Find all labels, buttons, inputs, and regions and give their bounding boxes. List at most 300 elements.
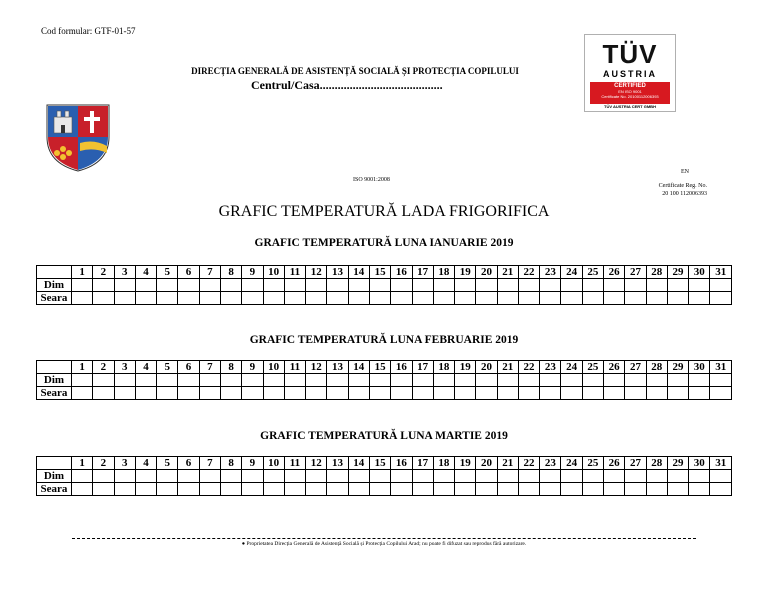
day-header-cell: 23 [540, 457, 561, 470]
temperature-cell[interactable] [93, 483, 114, 496]
day-header-cell: 18 [433, 457, 454, 470]
temperature-grid-march [36, 456, 732, 496]
temperature-cell[interactable] [604, 483, 625, 496]
temperature-cell[interactable] [391, 387, 412, 400]
day-header-cell: 25 [582, 266, 603, 279]
day-header-cell: 17 [412, 361, 433, 374]
temperature-cell[interactable] [72, 292, 93, 305]
footer-note: ● Proprietatea Direcția Generală de Asistență Socială și Protecția Copilului Arad; nu poate fi difuzat sau reprodus fără autorizare. [241, 541, 527, 547]
temperature-cell[interactable] [263, 374, 284, 387]
temperature-cell[interactable] [135, 374, 156, 387]
temperature-cell[interactable] [135, 483, 156, 496]
temperature-cell[interactable] [284, 279, 305, 292]
temperature-cell[interactable] [710, 387, 732, 400]
temperature-cell[interactable] [582, 292, 603, 305]
temperature-cell[interactable] [178, 374, 199, 387]
footer-separator [72, 538, 696, 539]
temperature-cell[interactable] [306, 483, 327, 496]
temperature-cell[interactable] [263, 292, 284, 305]
temperature-cell[interactable] [306, 279, 327, 292]
county-crest-logo [44, 101, 112, 173]
temperature-cell[interactable] [135, 470, 156, 483]
day-header-cell: 27 [625, 361, 646, 374]
temperature-cell[interactable] [518, 387, 539, 400]
temperature-cell[interactable] [561, 292, 582, 305]
temperature-cell[interactable] [561, 374, 582, 387]
temperature-cell[interactable] [689, 483, 710, 496]
temperature-cell[interactable] [72, 483, 93, 496]
temperature-cell[interactable] [93, 279, 114, 292]
temperature-cell[interactable] [455, 387, 476, 400]
day-header-cell: 9 [242, 266, 263, 279]
temperature-cell[interactable] [476, 387, 497, 400]
grid-row-dim [37, 374, 732, 387]
temperature-grid-january [36, 265, 732, 305]
day-header-cell: 22 [518, 457, 539, 470]
temperature-cell[interactable] [157, 292, 178, 305]
temperature-cell[interactable] [369, 387, 390, 400]
day-header-cell: 21 [497, 266, 518, 279]
temperature-cell[interactable] [242, 387, 263, 400]
temperature-cell[interactable] [625, 374, 646, 387]
day-header-cell: 19 [455, 457, 476, 470]
temperature-cell[interactable] [369, 279, 390, 292]
temperature-cell[interactable] [433, 374, 454, 387]
temperature-cell[interactable] [135, 279, 156, 292]
month-title-february: GRAFIC TEMPERATURĂ LUNA FEBRUARIE 2019 [249, 334, 519, 346]
temperature-cell[interactable] [327, 483, 348, 496]
day-header-cell: 20 [476, 361, 497, 374]
day-header-cell: 26 [604, 361, 625, 374]
temperature-cell[interactable] [114, 374, 135, 387]
temperature-cell[interactable] [348, 374, 369, 387]
temperature-cell[interactable] [412, 483, 433, 496]
temperature-cell[interactable] [604, 374, 625, 387]
day-header-cell: 23 [540, 361, 561, 374]
day-header-cell: 7 [199, 361, 220, 374]
temperature-cell[interactable] [604, 387, 625, 400]
temperature-cell[interactable] [518, 374, 539, 387]
temperature-cell[interactable] [93, 374, 114, 387]
temperature-cell[interactable] [476, 292, 497, 305]
temperature-cell[interactable] [178, 279, 199, 292]
temperature-cell[interactable] [391, 483, 412, 496]
temperature-cell[interactable] [625, 483, 646, 496]
temperature-cell[interactable] [178, 387, 199, 400]
temperature-cell[interactable] [667, 292, 688, 305]
temperature-cell[interactable] [412, 470, 433, 483]
day-header-cell: 31 [710, 361, 732, 374]
temperature-cell[interactable] [242, 483, 263, 496]
day-header-cell: 29 [667, 266, 688, 279]
main-title: GRAFIC TEMPERATURĂ LADA FRIGORIFICA [218, 203, 550, 220]
month-title-january: GRAFIC TEMPERATURĂ LUNA IANUARIE 2019 [254, 237, 514, 249]
temperature-cell[interactable] [455, 470, 476, 483]
day-header-cell: 28 [646, 361, 667, 374]
day-header-cell: 28 [646, 266, 667, 279]
temperature-cell[interactable] [646, 483, 667, 496]
day-header-cell: 24 [561, 266, 582, 279]
day-header-cell: 14 [348, 361, 369, 374]
temperature-cell[interactable] [348, 292, 369, 305]
temperature-cell[interactable] [561, 279, 582, 292]
temperature-cell[interactable] [710, 374, 732, 387]
temperature-cell[interactable] [433, 387, 454, 400]
temperature-cell[interactable] [306, 387, 327, 400]
temperature-cell[interactable] [93, 292, 114, 305]
day-header-cell: 30 [689, 266, 710, 279]
temperature-cell[interactable] [72, 374, 93, 387]
temperature-cell[interactable] [178, 470, 199, 483]
temperature-cell[interactable] [114, 279, 135, 292]
temperature-cell[interactable] [433, 483, 454, 496]
temperature-cell[interactable] [72, 387, 93, 400]
temperature-cell[interactable] [710, 470, 732, 483]
grid-row-seara [37, 483, 732, 496]
temperature-cell[interactable] [391, 470, 412, 483]
certificate-reg-number: 20 100 112006393 [662, 191, 707, 197]
day-header-cell: 3 [114, 361, 135, 374]
day-header-cell: 4 [135, 361, 156, 374]
day-header-cell: 6 [178, 266, 199, 279]
temperature-cell[interactable] [455, 279, 476, 292]
day-header-cell: 23 [540, 266, 561, 279]
certificate-reg [647, 182, 707, 198]
day-header-cell: 20 [476, 266, 497, 279]
temperature-cell[interactable] [263, 470, 284, 483]
temperature-cell[interactable] [220, 292, 241, 305]
temperature-cell[interactable] [284, 292, 305, 305]
day-header-cell: 1 [72, 266, 93, 279]
temperature-cell[interactable] [689, 387, 710, 400]
day-header-cell: 5 [157, 266, 178, 279]
temperature-cell[interactable] [646, 292, 667, 305]
day-header-cell: 27 [625, 266, 646, 279]
day-header-cell: 8 [220, 457, 241, 470]
day-header-cell: 22 [518, 266, 539, 279]
temperature-cell[interactable] [391, 292, 412, 305]
temperature-cell[interactable] [412, 279, 433, 292]
temperature-cell[interactable] [646, 470, 667, 483]
day-header-cell: 11 [284, 361, 305, 374]
day-header-cell: 26 [604, 266, 625, 279]
temperature-cell[interactable] [625, 279, 646, 292]
temperature-cell[interactable] [306, 470, 327, 483]
grid-header-row [37, 361, 732, 374]
temperature-cell[interactable] [327, 292, 348, 305]
temperature-cell[interactable] [497, 374, 518, 387]
temperature-cell[interactable] [689, 470, 710, 483]
day-header-cell: 14 [348, 457, 369, 470]
temperature-cell[interactable] [476, 374, 497, 387]
grid-row-dim [37, 279, 732, 292]
temperature-cell[interactable] [518, 292, 539, 305]
day-header-cell: 1 [72, 457, 93, 470]
temperature-cell[interactable] [689, 279, 710, 292]
temperature-cell[interactable] [667, 483, 688, 496]
temperature-cell[interactable] [199, 483, 220, 496]
temperature-cell[interactable] [199, 279, 220, 292]
grid-row-seara [37, 292, 732, 305]
day-header-cell: 10 [263, 457, 284, 470]
day-header-cell: 19 [455, 361, 476, 374]
day-header-cell: 9 [242, 457, 263, 470]
day-header-cell: 5 [157, 361, 178, 374]
day-header-cell: 16 [391, 457, 412, 470]
temperature-cell[interactable] [412, 374, 433, 387]
day-header-cell: 11 [284, 266, 305, 279]
day-header-cell: 7 [199, 266, 220, 279]
temperature-cell[interactable] [604, 279, 625, 292]
en-label: EN [681, 169, 689, 175]
day-header-cell: 1 [72, 361, 93, 374]
day-header-cell: 2 [93, 361, 114, 374]
temperature-cell[interactable] [199, 387, 220, 400]
temperature-cell[interactable] [348, 279, 369, 292]
temperature-cell[interactable] [582, 374, 603, 387]
day-header-cell: 17 [412, 266, 433, 279]
temperature-cell[interactable] [157, 374, 178, 387]
temperature-cell[interactable] [582, 387, 603, 400]
grid-corner-cell [37, 266, 72, 279]
tuv-cert-no: Certificate No. 20100112006393 [601, 94, 659, 99]
day-header-cell: 28 [646, 457, 667, 470]
temperature-cell[interactable] [72, 470, 93, 483]
day-header-cell: 5 [157, 457, 178, 470]
temperature-cell[interactable] [561, 387, 582, 400]
temperature-cell[interactable] [476, 279, 497, 292]
day-header-cell: 4 [135, 457, 156, 470]
grid-row-seara [37, 387, 732, 400]
temperature-cell[interactable] [369, 292, 390, 305]
temperature-cell[interactable] [369, 374, 390, 387]
temperature-cell[interactable] [476, 470, 497, 483]
temperature-cell[interactable] [220, 483, 241, 496]
day-header-cell: 15 [369, 266, 390, 279]
temperature-cell[interactable] [561, 470, 582, 483]
temperature-cell[interactable] [348, 470, 369, 483]
temperature-cell[interactable] [455, 374, 476, 387]
temperature-cell[interactable] [242, 374, 263, 387]
tuv-certified-band [590, 82, 670, 104]
temperature-cell[interactable] [157, 279, 178, 292]
temperature-cell[interactable] [433, 279, 454, 292]
temperature-cell[interactable] [220, 470, 241, 483]
temperature-cell[interactable] [412, 292, 433, 305]
day-header-cell: 13 [327, 361, 348, 374]
day-header-cell: 6 [178, 361, 199, 374]
day-header-cell: 12 [306, 266, 327, 279]
day-header-cell: 18 [433, 361, 454, 374]
temperature-cell[interactable] [518, 470, 539, 483]
temperature-cell[interactable] [348, 483, 369, 496]
temperature-cell[interactable] [604, 292, 625, 305]
row-label: Dim [37, 374, 72, 387]
temperature-cell[interactable] [263, 387, 284, 400]
temperature-cell[interactable] [284, 374, 305, 387]
agency-name: DIRECȚIA GENERALĂ DE ASISTENȚĂ SOCIALĂ ȘI PROTECȚIA COPILULUI [191, 66, 519, 76]
day-header-cell: 25 [582, 457, 603, 470]
day-header-cell: 10 [263, 361, 284, 374]
temperature-cell[interactable] [263, 483, 284, 496]
iso-standard: ISO 9001:2008 [353, 177, 390, 183]
row-label: Seara [37, 292, 72, 305]
temperature-cell[interactable] [306, 292, 327, 305]
day-header-cell: 9 [242, 361, 263, 374]
temperature-cell[interactable] [497, 292, 518, 305]
temperature-cell[interactable] [518, 483, 539, 496]
day-header-cell: 15 [369, 361, 390, 374]
temperature-cell[interactable] [540, 279, 561, 292]
grid-header-row [37, 266, 732, 279]
temperature-cell[interactable] [327, 470, 348, 483]
temperature-cell[interactable] [348, 387, 369, 400]
temperature-cell[interactable] [497, 387, 518, 400]
day-header-cell: 19 [455, 266, 476, 279]
temperature-cell[interactable] [391, 374, 412, 387]
day-header-cell: 31 [710, 266, 732, 279]
temperature-cell[interactable] [497, 470, 518, 483]
temperature-cell[interactable] [689, 292, 710, 305]
temperature-cell[interactable] [604, 470, 625, 483]
temperature-cell[interactable] [135, 292, 156, 305]
temperature-cell[interactable] [114, 387, 135, 400]
temperature-cell[interactable] [582, 279, 603, 292]
temperature-cell[interactable] [199, 470, 220, 483]
day-header-cell: 25 [582, 361, 603, 374]
temperature-cell[interactable] [178, 483, 199, 496]
temperature-cell[interactable] [625, 292, 646, 305]
temperature-cell[interactable] [646, 279, 667, 292]
temperature-cell[interactable] [412, 387, 433, 400]
temperature-cell[interactable] [582, 470, 603, 483]
temperature-cell[interactable] [284, 387, 305, 400]
temperature-cell[interactable] [178, 292, 199, 305]
temperature-cell[interactable] [710, 279, 732, 292]
temperature-cell[interactable] [646, 387, 667, 400]
temperature-cell[interactable] [561, 483, 582, 496]
day-header-cell: 21 [497, 457, 518, 470]
temperature-cell[interactable] [369, 470, 390, 483]
tuv-certified-label: CERTIFIED [614, 83, 646, 89]
temperature-cell[interactable] [667, 279, 688, 292]
temperature-cell[interactable] [327, 279, 348, 292]
day-header-cell: 30 [689, 457, 710, 470]
temperature-cell[interactable] [646, 374, 667, 387]
temperature-cell[interactable] [667, 470, 688, 483]
day-header-cell: 8 [220, 361, 241, 374]
temperature-cell[interactable] [391, 279, 412, 292]
temperature-cell[interactable] [93, 470, 114, 483]
day-header-cell: 29 [667, 457, 688, 470]
temperature-cell[interactable] [518, 279, 539, 292]
temperature-cell[interactable] [540, 387, 561, 400]
temperature-cell[interactable] [242, 470, 263, 483]
temperature-cell[interactable] [433, 292, 454, 305]
day-header-cell: 24 [561, 457, 582, 470]
temperature-cell[interactable] [433, 470, 454, 483]
day-header-cell: 4 [135, 266, 156, 279]
day-header-cell: 10 [263, 266, 284, 279]
day-header-cell: 12 [306, 361, 327, 374]
temperature-cell[interactable] [220, 374, 241, 387]
temperature-cell[interactable] [540, 374, 561, 387]
grid-header-row [37, 457, 732, 470]
day-header-cell: 14 [348, 266, 369, 279]
temperature-cell[interactable] [327, 387, 348, 400]
temperature-cell[interactable] [497, 483, 518, 496]
temperature-cell[interactable] [199, 374, 220, 387]
day-header-cell: 2 [93, 266, 114, 279]
temperature-cell[interactable] [220, 387, 241, 400]
temperature-cell[interactable] [327, 374, 348, 387]
temperature-cell[interactable] [157, 470, 178, 483]
temperature-cell[interactable] [114, 292, 135, 305]
temperature-cell[interactable] [582, 483, 603, 496]
tuv-brand: TÜV [602, 39, 658, 69]
temperature-cell[interactable] [689, 374, 710, 387]
day-header-cell: 13 [327, 266, 348, 279]
temperature-cell[interactable] [199, 292, 220, 305]
temperature-cell[interactable] [667, 387, 688, 400]
day-header-cell: 18 [433, 266, 454, 279]
tuv-country: AUSTRIA [603, 69, 657, 79]
temperature-cell[interactable] [667, 374, 688, 387]
temperature-grid-february [36, 360, 732, 400]
temperature-cell[interactable] [540, 470, 561, 483]
temperature-cell[interactable] [284, 470, 305, 483]
temperature-cell[interactable] [476, 483, 497, 496]
temperature-cell[interactable] [157, 483, 178, 496]
temperature-cell[interactable] [710, 483, 732, 496]
row-label: Dim [37, 279, 72, 292]
temperature-cell[interactable] [135, 387, 156, 400]
temperature-cell[interactable] [455, 292, 476, 305]
day-header-cell: 17 [412, 457, 433, 470]
day-header-cell: 16 [391, 361, 412, 374]
day-header-cell: 6 [178, 457, 199, 470]
day-header-cell: 11 [284, 457, 305, 470]
temperature-cell[interactable] [540, 483, 561, 496]
temperature-cell[interactable] [93, 387, 114, 400]
day-header-cell: 30 [689, 361, 710, 374]
day-header-cell: 26 [604, 457, 625, 470]
temperature-cell[interactable] [540, 292, 561, 305]
temperature-cell[interactable] [710, 292, 732, 305]
day-header-cell: 21 [497, 361, 518, 374]
temperature-cell[interactable] [625, 387, 646, 400]
temperature-cell[interactable] [497, 279, 518, 292]
temperature-cell[interactable] [72, 279, 93, 292]
temperature-cell[interactable] [242, 279, 263, 292]
temperature-cell[interactable] [263, 279, 284, 292]
temperature-cell[interactable] [114, 470, 135, 483]
temperature-cell[interactable] [284, 483, 305, 496]
temperature-cell[interactable] [157, 387, 178, 400]
grid-corner-cell [37, 457, 72, 470]
temperature-cell[interactable] [114, 483, 135, 496]
temperature-cell[interactable] [455, 483, 476, 496]
day-header-cell: 24 [561, 361, 582, 374]
tuv-standard: EN ISO 9001 [618, 89, 642, 94]
temperature-cell[interactable] [625, 470, 646, 483]
temperature-cell[interactable] [306, 374, 327, 387]
temperature-cell[interactable] [242, 292, 263, 305]
temperature-cell[interactable] [369, 483, 390, 496]
day-header-cell: 22 [518, 361, 539, 374]
form-code: Cod formular: GTF-01-57 [41, 26, 136, 36]
temperature-cell[interactable] [220, 279, 241, 292]
